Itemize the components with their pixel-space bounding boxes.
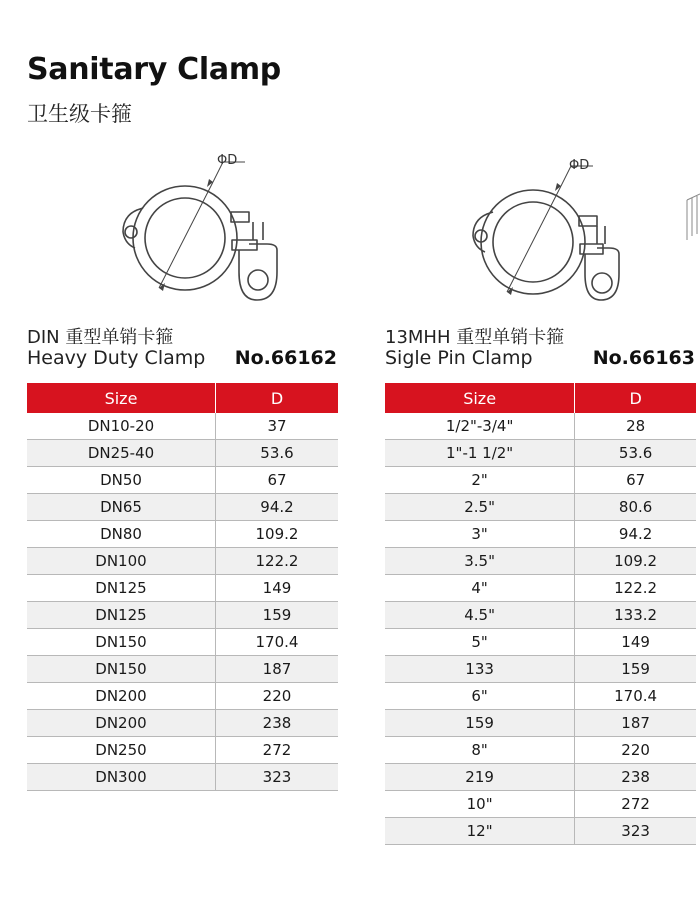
size-cell: DN200 bbox=[27, 710, 215, 737]
table-row bbox=[385, 710, 696, 737]
size-cell: 3" bbox=[385, 521, 575, 548]
d-cell: 133.2 bbox=[575, 602, 696, 629]
product-name-cn: DIN 重型单销卡箍 bbox=[27, 327, 174, 348]
d-cell: 28 bbox=[575, 413, 696, 440]
size-cell: DN300 bbox=[27, 764, 215, 791]
d-cell: 149 bbox=[215, 575, 338, 602]
size-cell: 12" bbox=[385, 818, 575, 845]
size-cell: DN150 bbox=[27, 629, 215, 656]
size-cell: DN100 bbox=[27, 548, 215, 575]
column-header-d: D bbox=[575, 383, 696, 413]
model-number: No.66163 bbox=[592, 347, 695, 369]
column-header-d: D bbox=[215, 383, 338, 413]
page-subtitle-cn: 卫生级卡箍 bbox=[27, 102, 132, 126]
d-cell: 170.4 bbox=[575, 683, 696, 710]
size-cell: DN250 bbox=[27, 737, 215, 764]
table-row bbox=[385, 818, 696, 845]
d-cell: 94.2 bbox=[215, 494, 338, 521]
table-row bbox=[27, 764, 338, 791]
product-name-en: Sigle Pin Clamp bbox=[385, 347, 533, 369]
table-row bbox=[385, 494, 696, 521]
clamp-drawing bbox=[385, 140, 695, 315]
size-cell: 8" bbox=[385, 737, 575, 764]
column-header-size: Size bbox=[27, 383, 215, 413]
d-cell: 159 bbox=[575, 656, 696, 683]
table-row bbox=[385, 521, 696, 548]
d-cell: 67 bbox=[575, 467, 696, 494]
size-cell: DN125 bbox=[27, 602, 215, 629]
table-row bbox=[27, 656, 338, 683]
product-name-row bbox=[27, 347, 337, 375]
d-cell: 272 bbox=[215, 737, 338, 764]
table-row bbox=[27, 710, 338, 737]
d-cell: 109.2 bbox=[575, 548, 696, 575]
product-card-66162 bbox=[27, 140, 337, 791]
d-cell: 238 bbox=[215, 710, 338, 737]
d-cell: 170.4 bbox=[215, 629, 338, 656]
size-cell: DN150 bbox=[27, 656, 215, 683]
table-row bbox=[27, 602, 338, 629]
table-row bbox=[27, 629, 338, 656]
size-cell: 2" bbox=[385, 467, 575, 494]
clamp-illustration bbox=[27, 140, 337, 315]
size-cell: 133 bbox=[385, 656, 575, 683]
column-header-size: Size bbox=[385, 383, 575, 413]
clamp-illustration bbox=[385, 140, 695, 315]
size-table bbox=[27, 383, 338, 791]
size-cell: 4" bbox=[385, 575, 575, 602]
d-cell: 122.2 bbox=[215, 548, 338, 575]
table-row bbox=[27, 683, 338, 710]
size-cell: 5" bbox=[385, 629, 575, 656]
size-cell: 219 bbox=[385, 764, 575, 791]
d-cell: 238 bbox=[575, 764, 696, 791]
size-cell: 6" bbox=[385, 683, 575, 710]
table-row bbox=[27, 548, 338, 575]
product-name-en: Heavy Duty Clamp bbox=[27, 347, 206, 369]
table-row bbox=[27, 521, 338, 548]
table-row bbox=[385, 548, 696, 575]
size-cell: 3.5" bbox=[385, 548, 575, 575]
table-row bbox=[385, 656, 696, 683]
d-cell: 53.6 bbox=[575, 440, 696, 467]
table-row bbox=[385, 791, 696, 818]
size-cell: 10" bbox=[385, 791, 575, 818]
d-cell: 67 bbox=[215, 467, 338, 494]
size-cell: DN200 bbox=[27, 683, 215, 710]
d-cell: 80.6 bbox=[575, 494, 696, 521]
d-cell: 149 bbox=[575, 629, 696, 656]
d-cell: 53.6 bbox=[215, 440, 338, 467]
d-cell: 272 bbox=[575, 791, 696, 818]
table-row bbox=[385, 683, 696, 710]
size-cell: 4.5" bbox=[385, 602, 575, 629]
table-row bbox=[27, 575, 338, 602]
table-row bbox=[385, 629, 696, 656]
size-table-body bbox=[385, 413, 696, 845]
table-header-row bbox=[27, 383, 338, 413]
model-number: No.66162 bbox=[234, 347, 337, 369]
table-row bbox=[27, 494, 338, 521]
table-row bbox=[385, 440, 696, 467]
table-row bbox=[385, 602, 696, 629]
clamp-drawing bbox=[27, 140, 337, 315]
d-cell: 187 bbox=[215, 656, 338, 683]
d-cell: 323 bbox=[215, 764, 338, 791]
page-title: Sanitary Clamp bbox=[27, 52, 281, 87]
d-cell: 323 bbox=[575, 818, 696, 845]
table-row bbox=[27, 413, 338, 440]
table-row bbox=[385, 467, 696, 494]
size-cell: DN65 bbox=[27, 494, 215, 521]
size-table-body bbox=[27, 413, 338, 791]
product-name-row bbox=[385, 347, 695, 375]
diameter-label: ΦD bbox=[569, 158, 590, 173]
d-cell: 122.2 bbox=[575, 575, 696, 602]
diameter-label: ΦD bbox=[217, 153, 238, 168]
d-cell: 220 bbox=[215, 683, 338, 710]
size-cell: DN25-40 bbox=[27, 440, 215, 467]
size-cell: DN80 bbox=[27, 521, 215, 548]
product-card-66163 bbox=[385, 140, 695, 845]
cropped-drawing-edge bbox=[683, 190, 700, 250]
size-cell: 1/2"-3/4" bbox=[385, 413, 575, 440]
size-cell: 159 bbox=[385, 710, 575, 737]
size-cell: 2.5" bbox=[385, 494, 575, 521]
table-row bbox=[27, 737, 338, 764]
size-cell: 1"-1 1/2" bbox=[385, 440, 575, 467]
d-cell: 220 bbox=[575, 737, 696, 764]
d-cell: 94.2 bbox=[575, 521, 696, 548]
product-name-cn: 13MHH 重型单销卡箍 bbox=[385, 327, 565, 348]
d-cell: 159 bbox=[215, 602, 338, 629]
table-row bbox=[385, 575, 696, 602]
d-cell: 37 bbox=[215, 413, 338, 440]
table-row bbox=[385, 764, 696, 791]
table-row bbox=[27, 467, 338, 494]
d-cell: 187 bbox=[575, 710, 696, 737]
size-cell: DN125 bbox=[27, 575, 215, 602]
table-header-row bbox=[385, 383, 696, 413]
table-row bbox=[385, 413, 696, 440]
table-row bbox=[27, 440, 338, 467]
size-table bbox=[385, 383, 696, 845]
size-cell: DN50 bbox=[27, 467, 215, 494]
size-cell: DN10-20 bbox=[27, 413, 215, 440]
table-row bbox=[385, 737, 696, 764]
d-cell: 109.2 bbox=[215, 521, 338, 548]
